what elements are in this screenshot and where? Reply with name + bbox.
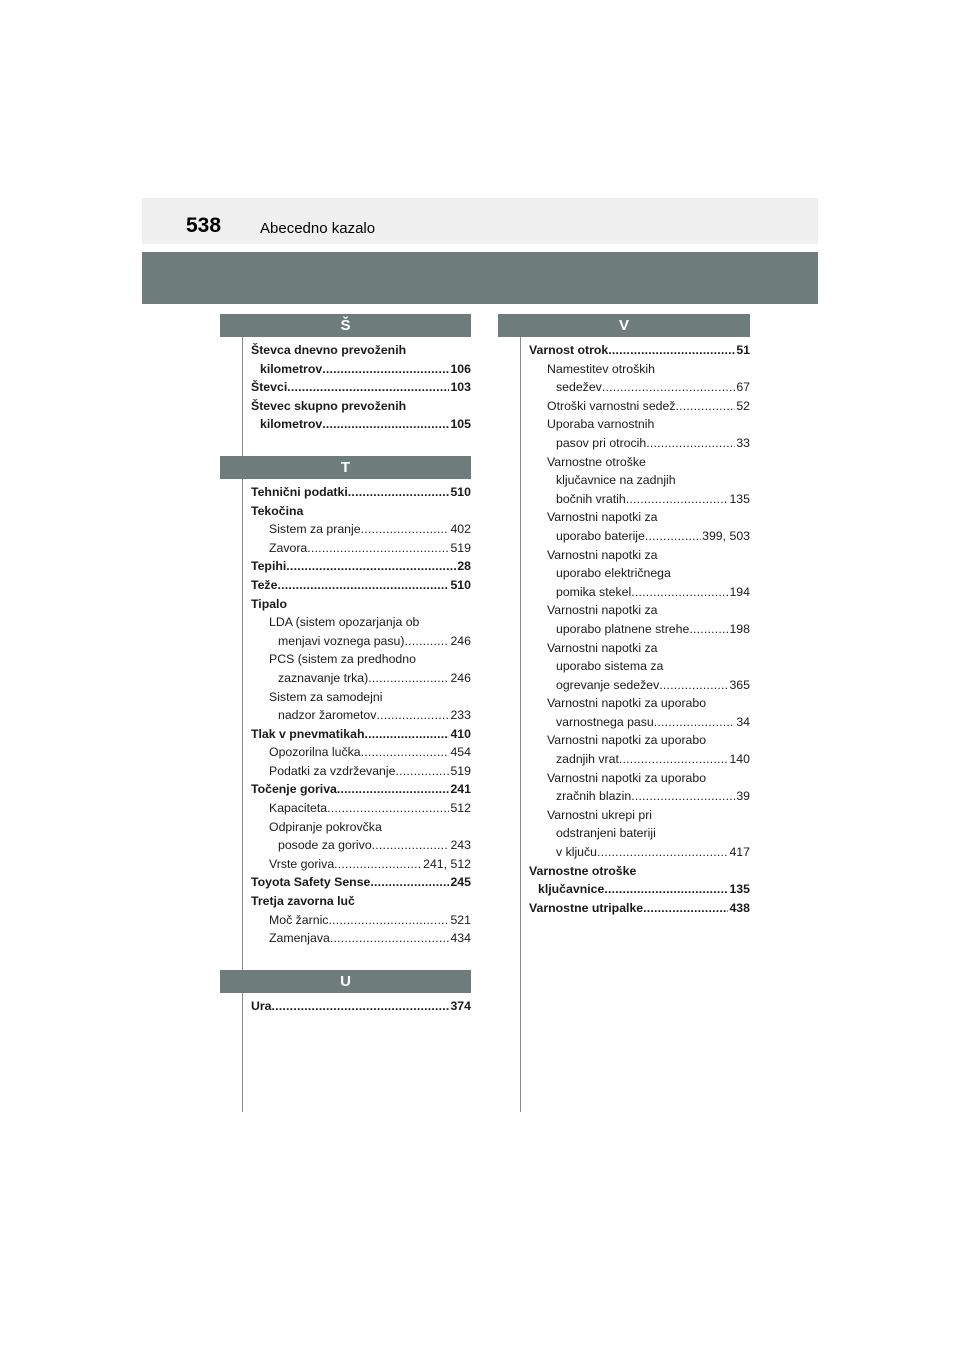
index-entry bbox=[529, 527, 750, 546]
index-entry-page[interactable]: 140 bbox=[729, 752, 750, 767]
index-entry-list bbox=[220, 341, 471, 434]
index-entry-term: varnostnega pasu bbox=[556, 714, 654, 729]
dot-leader bbox=[370, 873, 449, 892]
dot-leader bbox=[404, 632, 449, 651]
dot-leader bbox=[337, 780, 450, 799]
index-entry-term: Opozorilna lučka bbox=[269, 745, 361, 760]
index-entry-term: Zamenjava bbox=[269, 931, 330, 946]
index-entry-term: zadnjih vrat bbox=[556, 752, 619, 767]
dot-leader bbox=[608, 341, 735, 360]
index-entry-term: uporabo baterije bbox=[556, 528, 645, 543]
index-entry-term: Varnostni napotki za bbox=[547, 640, 658, 655]
index-entry-term: Uporaba varnostnih bbox=[547, 417, 655, 432]
index-entry-page[interactable]: 241, 512 bbox=[423, 856, 471, 871]
index-entry-page[interactable]: 410 bbox=[450, 726, 471, 741]
index-entry bbox=[251, 855, 471, 874]
index-entry-page[interactable]: 246 bbox=[450, 670, 471, 685]
index-entry bbox=[251, 997, 471, 1016]
index-entry-term: Varnostne utripalke bbox=[529, 900, 644, 915]
index-entry-page[interactable]: 135 bbox=[729, 491, 750, 506]
section-letter-header: V bbox=[498, 314, 750, 337]
index-entry bbox=[529, 750, 750, 769]
index-entry-term: Namestitev otroških bbox=[547, 361, 655, 376]
dot-leader bbox=[286, 557, 456, 576]
dot-leader bbox=[372, 836, 450, 855]
index-entry-term: Tepihi bbox=[251, 559, 287, 574]
index-entry-term: Števec skupno prevoženih bbox=[251, 398, 407, 413]
index-entry-page[interactable]: 438 bbox=[729, 900, 750, 915]
index-entry-page[interactable]: 105 bbox=[450, 417, 471, 432]
index-entry bbox=[529, 378, 750, 397]
index-entry-page[interactable]: 243 bbox=[450, 838, 471, 853]
index-entry-term: zaznavanje trka) bbox=[278, 670, 369, 685]
index-entry-list bbox=[220, 997, 471, 1016]
index-entry-term: Varnostne otroške bbox=[529, 863, 637, 878]
index-entry bbox=[251, 762, 471, 781]
index-entry-page[interactable]: 28 bbox=[457, 559, 471, 574]
index-entry-page[interactable]: 417 bbox=[729, 845, 750, 860]
index-entry-term: sedežev bbox=[556, 380, 602, 395]
index-entry bbox=[251, 725, 471, 744]
index-entry-page[interactable]: 135 bbox=[729, 882, 750, 897]
index-entry-term: Varnostni napotki za bbox=[547, 547, 658, 562]
index-entry-page[interactable]: 454 bbox=[450, 745, 471, 760]
dot-leader bbox=[307, 539, 449, 558]
index-entry-term: Varnost otrok bbox=[529, 343, 609, 357]
index-entry-term: kilometrov bbox=[260, 417, 323, 432]
index-entry-page[interactable]: 402 bbox=[450, 522, 471, 537]
index-entry bbox=[251, 669, 471, 688]
index-entry-page[interactable]: 241 bbox=[450, 782, 471, 797]
index-entry bbox=[251, 397, 471, 416]
index-entry bbox=[529, 471, 750, 490]
dot-leader bbox=[676, 397, 736, 416]
index-entry bbox=[251, 892, 471, 911]
index-entry bbox=[251, 929, 471, 948]
index-entry bbox=[251, 632, 471, 651]
index-entry-page[interactable]: 512 bbox=[450, 801, 471, 816]
index-entry-page[interactable]: 194 bbox=[729, 584, 750, 599]
index-entry bbox=[529, 806, 750, 825]
dot-leader bbox=[334, 855, 422, 874]
index-entry-term: uporabo platnene strehe bbox=[556, 621, 690, 636]
index-entry bbox=[529, 360, 750, 379]
index-entry-term: Teže bbox=[251, 577, 278, 592]
index-entry bbox=[529, 583, 750, 602]
dot-leader bbox=[659, 676, 728, 695]
index-entry-page[interactable]: 245 bbox=[450, 875, 471, 890]
index-entry-term: pasov pri otrocih bbox=[556, 435, 647, 450]
index-entry-page[interactable]: 39 bbox=[736, 789, 750, 804]
index-entry bbox=[251, 743, 471, 762]
index-entry-page[interactable]: 198 bbox=[729, 621, 750, 636]
index-entry bbox=[251, 520, 471, 539]
section-gap bbox=[220, 948, 471, 970]
dot-leader bbox=[348, 483, 450, 502]
dot-leader bbox=[602, 378, 736, 397]
index-entry-page[interactable]: 510 bbox=[450, 577, 471, 592]
index-entry-term: Moč žarnic bbox=[269, 912, 329, 927]
index-entry-page[interactable]: 510 bbox=[450, 484, 471, 499]
dot-leader bbox=[328, 911, 449, 930]
dot-leader bbox=[631, 787, 735, 806]
index-entry-page[interactable]: 519 bbox=[450, 763, 471, 778]
index-entry-term: pomika stekel bbox=[556, 584, 632, 599]
index-entry-term: Podatki za vzdrževanje bbox=[269, 763, 396, 778]
page-number: 538 bbox=[186, 214, 222, 237]
index-entry bbox=[251, 557, 471, 576]
index-entry bbox=[529, 824, 750, 843]
index-entry bbox=[251, 378, 471, 397]
index-entry bbox=[251, 483, 471, 502]
index-entry bbox=[251, 818, 471, 837]
dot-leader bbox=[361, 520, 450, 539]
index-entry-term: posode za gorivo bbox=[278, 838, 372, 853]
dot-leader bbox=[626, 490, 729, 509]
dot-leader bbox=[361, 743, 450, 762]
index-entry-page[interactable]: 103 bbox=[450, 380, 471, 395]
index-entry bbox=[529, 787, 750, 806]
index-entry-page[interactable]: 521 bbox=[450, 912, 471, 927]
index-entry-term: Zavora bbox=[269, 540, 308, 555]
index-entry-term: Varnostni napotki za bbox=[547, 603, 658, 618]
index-entry-term: odstranjeni bateriji bbox=[556, 826, 656, 841]
index-entry bbox=[251, 415, 471, 434]
index-entry-page[interactable]: 246 bbox=[450, 633, 471, 648]
index-entry-term: ogrevanje sedežev bbox=[556, 677, 660, 692]
dot-leader bbox=[646, 434, 735, 453]
index-entry bbox=[529, 713, 750, 732]
index-entry-term: Varnostni napotki za uporabo bbox=[547, 733, 707, 748]
index-entry bbox=[529, 620, 750, 639]
index-entry-term: Števci bbox=[251, 380, 288, 395]
dot-leader bbox=[645, 527, 701, 546]
dot-leader bbox=[376, 706, 449, 725]
index-entry-term: menjavi voznega pasu) bbox=[278, 633, 405, 648]
index-column-left bbox=[220, 314, 471, 1015]
index-entry-term: PCS (sistem za predhodno bbox=[269, 652, 416, 667]
index-entry bbox=[529, 769, 750, 788]
index-entry-page[interactable]: 399, 503 bbox=[702, 528, 750, 543]
index-entry bbox=[529, 564, 750, 583]
index-entry-page[interactable]: 365 bbox=[729, 677, 750, 692]
index-entry bbox=[529, 731, 750, 750]
dot-leader bbox=[631, 583, 728, 602]
index-entry-term: Tekočina bbox=[251, 503, 304, 518]
index-entry-term: nadzor žarometov bbox=[278, 708, 377, 723]
dot-leader bbox=[654, 713, 736, 732]
index-entry-term: Varnostni napotki za uporabo bbox=[547, 696, 707, 711]
index-entry-term: kilometrov bbox=[260, 361, 323, 376]
index-entry bbox=[251, 341, 471, 360]
dot-leader bbox=[619, 750, 729, 769]
dot-leader bbox=[277, 576, 449, 595]
index-entry-term: v ključu bbox=[556, 845, 598, 860]
index-entry-term: Sistem za samodejni bbox=[269, 689, 383, 704]
index-entry-page[interactable]: 34 bbox=[736, 714, 750, 729]
section-gap bbox=[220, 434, 471, 456]
header-band bbox=[142, 252, 818, 304]
index-entry bbox=[251, 613, 471, 632]
index-entry bbox=[529, 899, 750, 918]
index-entry bbox=[529, 862, 750, 881]
index-entry bbox=[251, 836, 471, 855]
index-entry bbox=[251, 688, 471, 707]
index-entry-term: Vrste goriva bbox=[269, 856, 335, 871]
index-entry-term: ključavnice na zadnjih bbox=[556, 473, 676, 488]
index-entry bbox=[529, 639, 750, 658]
index-entry bbox=[529, 397, 750, 416]
dot-leader bbox=[364, 725, 449, 744]
index-entry bbox=[529, 880, 750, 899]
section-letter-header: T bbox=[220, 456, 471, 479]
dot-leader bbox=[287, 378, 449, 397]
index-entry bbox=[251, 706, 471, 725]
index-entry-term: Toyota Safety Sense bbox=[251, 875, 371, 890]
index-entry-term: uporabo sistema za bbox=[556, 659, 664, 674]
index-entry-page[interactable]: 33 bbox=[736, 435, 750, 450]
index-entry-page[interactable]: 51 bbox=[736, 343, 750, 357]
index-entry-page[interactable]: 233 bbox=[450, 708, 471, 723]
index-entry-page[interactable]: 519 bbox=[450, 540, 471, 555]
index-entry bbox=[529, 434, 750, 453]
header-bar bbox=[142, 198, 818, 244]
index-entry bbox=[251, 650, 471, 669]
index-entry-page[interactable]: 52 bbox=[736, 398, 750, 413]
index-entry bbox=[251, 576, 471, 595]
index-entry-term: Ura bbox=[251, 998, 272, 1013]
dot-leader bbox=[597, 843, 728, 862]
dot-leader bbox=[604, 880, 728, 899]
dot-leader bbox=[368, 669, 449, 688]
index-entry-term: Tipalo bbox=[251, 596, 287, 611]
index-entry-term: Točenje goriva bbox=[251, 782, 337, 797]
dot-leader bbox=[330, 929, 450, 948]
index-entry-page[interactable]: 67 bbox=[736, 380, 750, 395]
index-entry-term: Števca dnevno prevoženih bbox=[251, 343, 407, 357]
index-entry bbox=[251, 502, 471, 521]
index-entry-term: ključavnice bbox=[538, 882, 605, 897]
index-entry-term: Tehnični podatki bbox=[251, 484, 348, 499]
index-entry bbox=[251, 360, 471, 379]
index-entry-term: Varnostni ukrepi pri bbox=[547, 807, 653, 822]
index-entry-page[interactable]: 434 bbox=[450, 931, 471, 946]
index-entry bbox=[529, 601, 750, 620]
section-letter-header: Š bbox=[220, 314, 471, 337]
index-entry-term: Varnostne otroške bbox=[547, 454, 646, 469]
index-entry-term: zračnih blazin bbox=[556, 789, 632, 804]
index-entry-term: bočnih vratih bbox=[556, 491, 626, 506]
index-entry-term: Sistem za pranje bbox=[269, 522, 361, 537]
index-column-right bbox=[498, 314, 750, 917]
index-entry bbox=[529, 657, 750, 676]
index-entry-term: Varnostni napotki za bbox=[547, 510, 658, 525]
index-entry-list bbox=[498, 341, 750, 917]
index-entry bbox=[529, 341, 750, 360]
index-entry bbox=[529, 508, 750, 527]
index-entry bbox=[251, 595, 471, 614]
dot-leader bbox=[327, 799, 449, 818]
index-entry-term: LDA (sistem opozarjanja ob bbox=[269, 615, 420, 630]
index-entry bbox=[529, 676, 750, 695]
index-entry-list bbox=[220, 483, 471, 948]
index-entry bbox=[529, 843, 750, 862]
index-entry-term: Kapaciteta bbox=[269, 801, 328, 816]
index-entry-term: Otroški varnostni sedež bbox=[547, 398, 676, 413]
index-entry bbox=[529, 546, 750, 565]
index-entry-term: Odpiranje pokrovčka bbox=[269, 819, 382, 834]
index-entry bbox=[529, 694, 750, 713]
index-entry bbox=[251, 799, 471, 818]
index-entry-term: uporabo električnega bbox=[556, 566, 671, 581]
index-entry bbox=[529, 415, 750, 434]
dot-leader bbox=[322, 415, 449, 434]
dot-leader bbox=[272, 997, 450, 1016]
dot-leader bbox=[322, 360, 449, 379]
index-entry-term: Tretja zavorna luč bbox=[251, 894, 355, 909]
index-entry bbox=[251, 873, 471, 892]
index-entry bbox=[529, 490, 750, 509]
index-entry-term: Tlak v pnevmatikah bbox=[251, 726, 365, 741]
dot-leader bbox=[689, 620, 728, 639]
dot-leader bbox=[643, 899, 728, 918]
section-letter-header: U bbox=[220, 970, 471, 993]
index-entry-page[interactable]: 374 bbox=[450, 998, 471, 1013]
index-entry-page[interactable]: 106 bbox=[450, 361, 471, 376]
index-entry bbox=[251, 911, 471, 930]
page-title: Abecedno kazalo bbox=[260, 220, 376, 237]
index-entry bbox=[251, 780, 471, 799]
index-entry-term: Varnostni napotki za uporabo bbox=[547, 770, 707, 785]
dot-leader bbox=[395, 762, 449, 781]
index-entry bbox=[251, 539, 471, 558]
index-entry bbox=[529, 453, 750, 472]
